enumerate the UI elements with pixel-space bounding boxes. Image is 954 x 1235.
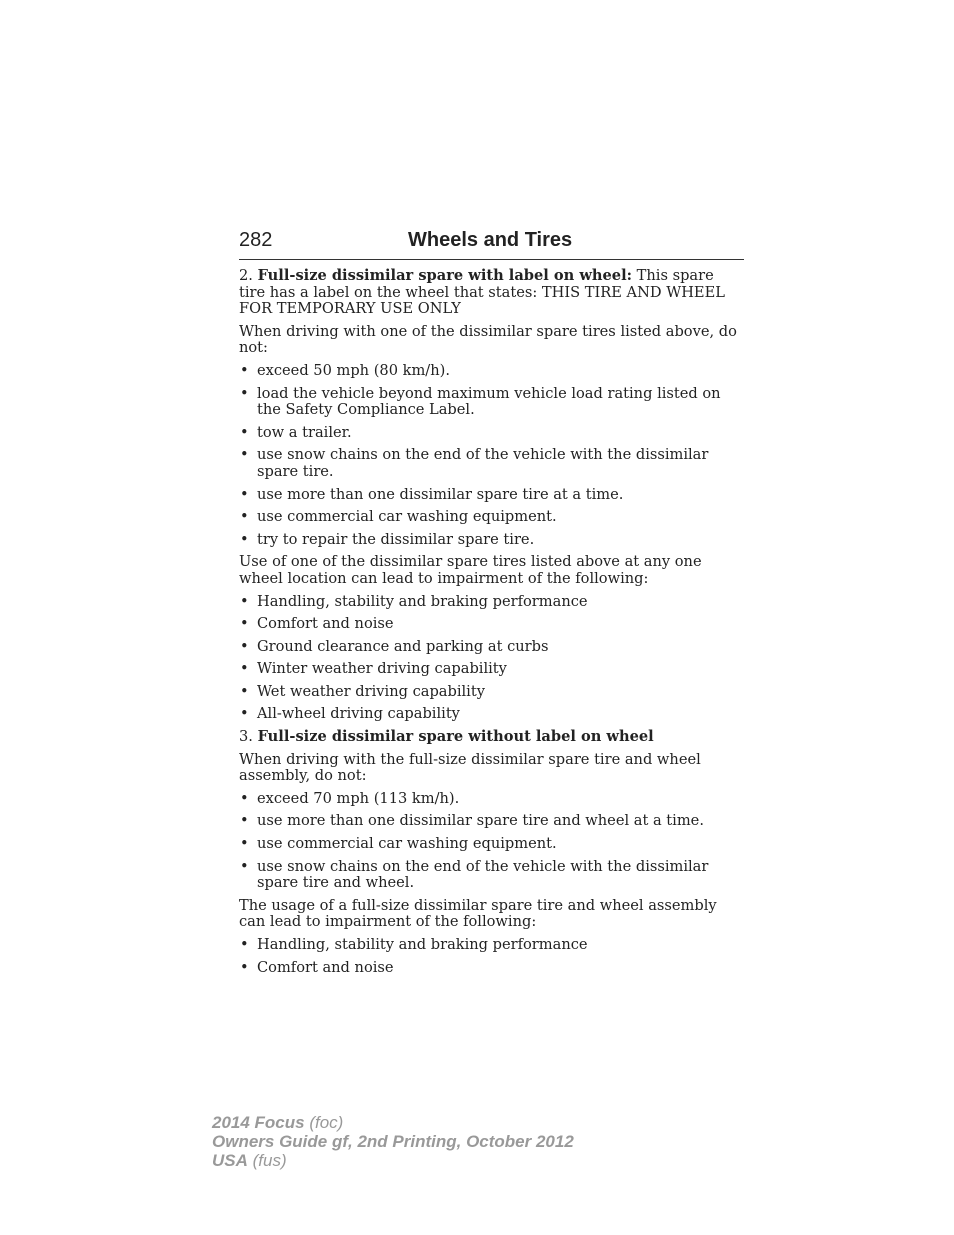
intro-paragraph-1: When driving with one of the dissimilar spare tires listed above, do not:	[239, 322, 737, 357]
list-item-text: Handling, stability and braking performance	[257, 936, 588, 953]
intro-paragraph-3: When driving with the full-size dissimilar spare tire and wheel assembly, do not:	[239, 750, 701, 785]
list-item-text: Comfort and noise	[257, 615, 394, 633]
page-number: 282	[239, 229, 273, 251]
bullet-icon: •	[240, 423, 249, 441]
item-3-number: 3.	[239, 728, 253, 746]
list-item	[239, 661, 744, 678]
page-footer	[212, 1113, 574, 1170]
bullet-icon: •	[240, 660, 249, 678]
item-2-paragraph	[239, 268, 744, 318]
footer-guide: Owners Guide gf, 2nd Printing, October 2012	[212, 1132, 574, 1151]
bullet-icon: •	[240, 812, 249, 830]
list-item	[239, 706, 744, 723]
footer-model-code: (foc)	[309, 1113, 344, 1132]
list-item	[239, 509, 744, 526]
list-item-text: try to repair the dissimilar spare tire.	[257, 530, 535, 548]
footer-model: 2014 Focus	[212, 1113, 305, 1132]
list-item-text: Winter weather driving capability	[257, 660, 507, 678]
bullet-icon: •	[240, 361, 249, 379]
bullet-icon: •	[240, 485, 249, 503]
list-item-text: use snow chains on the end of the vehicle with the dissimilar spare tire and wheel.	[257, 857, 709, 892]
bullet-icon: •	[240, 857, 249, 875]
list-item-text: Ground clearance and parking at curbs	[257, 637, 549, 655]
footer-region: USA	[212, 1151, 248, 1170]
list-item-text: use commercial car washing equipment.	[257, 508, 557, 526]
footer-guide-line	[212, 1132, 574, 1151]
bullet-list-1	[239, 363, 744, 548]
list-item-text: exceed 50 mph (80 km/h).	[257, 361, 450, 379]
list-item	[239, 532, 744, 549]
intro-paragraph-4: The usage of a full-size dissimilar spare tire and wheel assembly can lead to impairment of the following:	[239, 896, 717, 931]
page-header	[239, 229, 744, 260]
list-item-text: Comfort and noise	[257, 958, 394, 976]
list-item-text: use more than one dissimilar spare tire at a time.	[257, 485, 624, 503]
list-item	[239, 836, 744, 853]
list-item	[239, 487, 744, 504]
list-item	[239, 363, 744, 380]
list-item-text: tow a trailer.	[257, 423, 352, 441]
list-item	[239, 960, 744, 977]
bullet-icon: •	[240, 615, 249, 633]
bullet-icon: •	[240, 508, 249, 526]
bullet-icon: •	[240, 592, 249, 610]
section-title: Wheels and Tires	[408, 229, 573, 251]
list-item	[239, 639, 744, 656]
list-item-text: use snow chains on the end of the vehicle with the dissimilar spare tire.	[257, 446, 709, 480]
list-item-text: use more than one dissimilar spare tire and wheel at a time.	[257, 812, 704, 830]
list-item	[239, 937, 744, 954]
list-item	[239, 684, 744, 701]
bullet-icon: •	[240, 936, 249, 953]
footer-model-line	[212, 1113, 574, 1132]
list-item-text: load the vehicle beyond maximum vehicle load rating listed on the Safety Compliance Label.	[257, 384, 721, 419]
list-item-text: Wet weather driving capability	[257, 682, 485, 700]
bullet-list-2	[239, 594, 744, 724]
bullet-list-4	[239, 937, 744, 976]
list-item	[239, 616, 744, 633]
list-item-text: Handling, stability and braking performance	[257, 592, 588, 610]
bullet-icon: •	[240, 958, 249, 976]
item-2-heading: Full-size dissimilar spare with label on wheel:	[257, 267, 633, 284]
item-2-text: This spare tire has a label on the wheel that states: THIS TIRE AND WHEEL FOR TEMPORARY USE ONLY	[239, 267, 725, 318]
list-item	[239, 425, 744, 442]
list-item-text: All-wheel driving capability	[257, 705, 460, 723]
footer-region-line	[212, 1151, 574, 1170]
item-3-paragraph	[239, 729, 744, 746]
list-item	[239, 791, 744, 808]
list-item	[239, 386, 744, 419]
list-item	[239, 594, 744, 611]
bullet-icon: •	[240, 682, 249, 700]
bullet-icon: •	[240, 637, 249, 655]
list-item-text: exceed 70 mph (113 km/h).	[257, 789, 460, 807]
bullet-icon: •	[240, 446, 249, 464]
intro-paragraph-2: Use of one of the dissimilar spare tires listed above at any one wheel location can lead to impairment of the following:	[239, 553, 702, 587]
bullet-icon: •	[240, 705, 249, 723]
list-item	[239, 813, 744, 830]
bullet-icon: •	[240, 384, 249, 402]
item-3-heading: Full-size dissimilar spare without label on wheel	[257, 728, 654, 746]
item-2-number: 2.	[239, 267, 253, 284]
bullet-icon: •	[240, 530, 249, 548]
page-content	[239, 268, 744, 982]
list-item	[239, 447, 744, 480]
list-item-text: use commercial car washing equipment.	[257, 835, 557, 853]
bullet-list-3	[239, 791, 744, 892]
list-item	[239, 859, 744, 892]
footer-region-code: (fus)	[252, 1151, 287, 1170]
bullet-icon: •	[240, 789, 249, 807]
bullet-icon: •	[240, 835, 249, 853]
